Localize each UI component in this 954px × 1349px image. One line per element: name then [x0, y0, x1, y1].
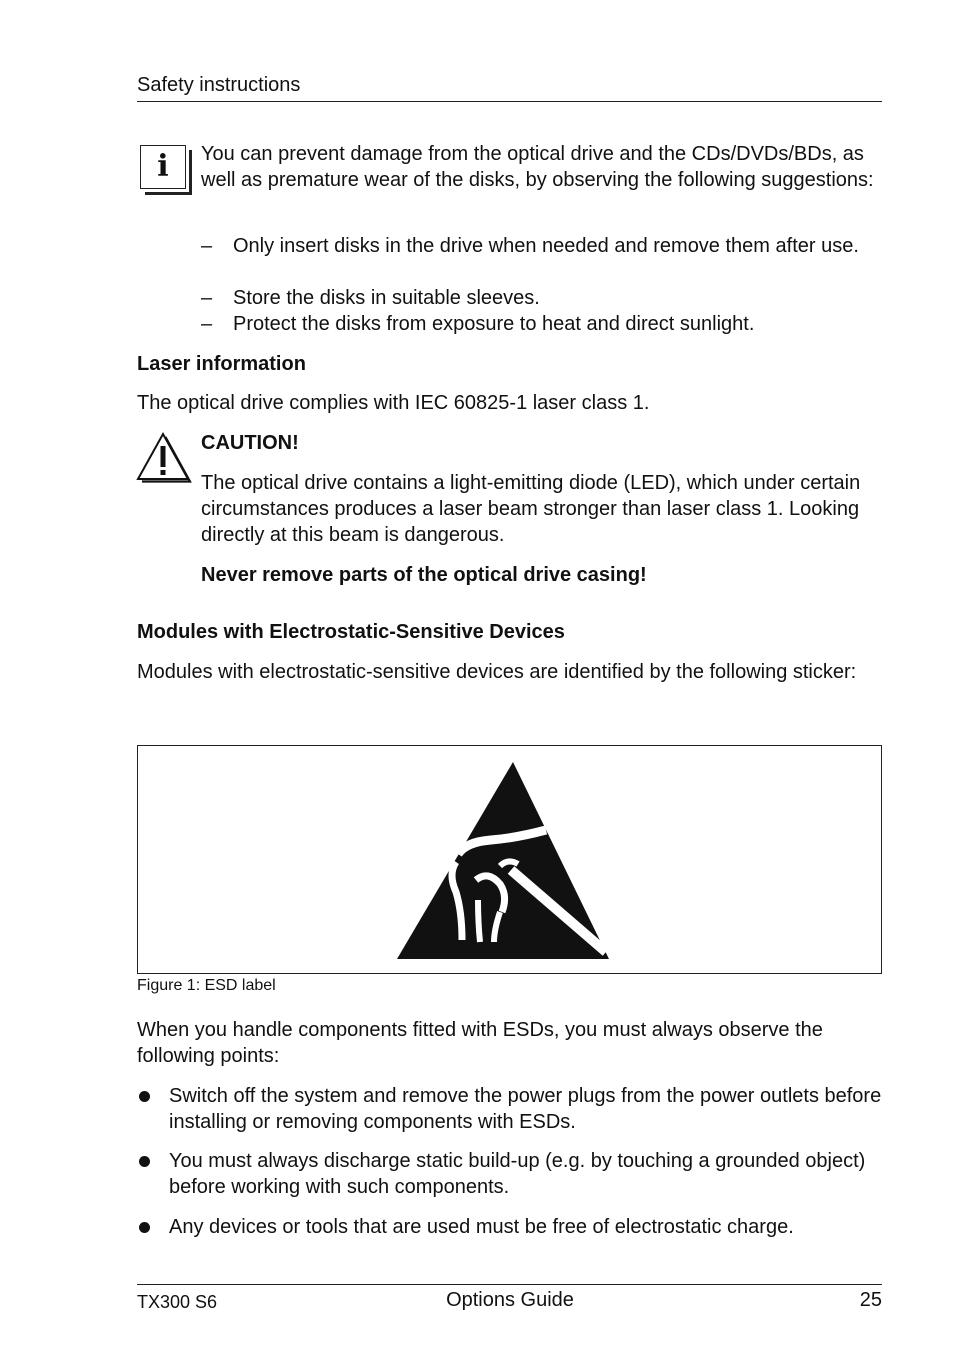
list-item: [201, 233, 881, 285]
footer-product-name: TX300 S6: [137, 1292, 218, 1312]
list-item: [201, 311, 881, 337]
laser-compliance-text: The optical drive complies with IEC 60825-1 laser class 1.: [137, 392, 650, 414]
bullet-icon: [139, 1091, 150, 1102]
list-item: [201, 285, 881, 311]
list-item: [137, 1148, 882, 1200]
warning-triangle-icon: [136, 431, 192, 483]
info-note-text: You can prevent damage from the optical drive and the CDs/DVDs/BDs, as well as premature wear of the disks, by observing the following suggestions:: [201, 143, 874, 191]
bullet-icon: [139, 1222, 150, 1233]
dash-marker: –: [201, 313, 213, 335]
caution-title: CAUTION!: [201, 432, 299, 454]
list-item-text: Store the disks in suitable sleeves.: [233, 287, 540, 309]
list-item-text: Protect the disks from exposure to heat and direct sunlight.: [233, 313, 755, 335]
section-heading-esd: Modules with Electrostatic-Sensitive Devices: [137, 621, 565, 643]
bullet-icon: [139, 1156, 150, 1167]
esd-intro-text: Modules with electrostatic-sensitive devices are identified by the following sticker:: [137, 661, 857, 683]
caution-text: The optical drive contains a light-emitting diode (LED), which under certain circumstances produces a laser beam stronger than laser class 1. Looking directly at this beam is dangerous.: [201, 472, 861, 546]
list-item: [137, 1083, 882, 1135]
dash-marker: –: [201, 287, 213, 309]
section-heading-laser: Laser information: [137, 353, 306, 375]
list-item: [137, 1214, 882, 1240]
list-item-text: Switch off the system and remove the power plugs from the power outlets before installing or removing components with ESDs.: [169, 1085, 882, 1133]
list-item-text: Only insert disks in the drive when needed and remove them after use.: [233, 235, 859, 257]
dash-marker: –: [201, 235, 213, 257]
running-header: Safety instructions: [137, 74, 301, 96]
footer-document-title: Options Guide: [446, 1289, 574, 1311]
figure-caption: Figure 1: ESD label: [137, 977, 276, 994]
list-item-text: Any devices or tools that are used must be free of electrostatic charge.: [169, 1216, 794, 1238]
esd-handling-intro: When you handle components fitted with ESDs, you must always observe the following points:: [137, 1019, 823, 1067]
info-icon: i: [140, 145, 186, 189]
page-number: 25: [859, 1289, 882, 1311]
esd-figure-frame: [137, 745, 882, 974]
esd-warning-icon: [396, 762, 610, 960]
caution-emphasis: Never remove parts of the optical drive casing!: [201, 564, 647, 586]
header-divider: [137, 101, 882, 102]
footer-divider: [137, 1284, 882, 1285]
list-item-text: You must always discharge static build-up (e.g. by touching a grounded object) before working with such components.: [169, 1150, 866, 1198]
